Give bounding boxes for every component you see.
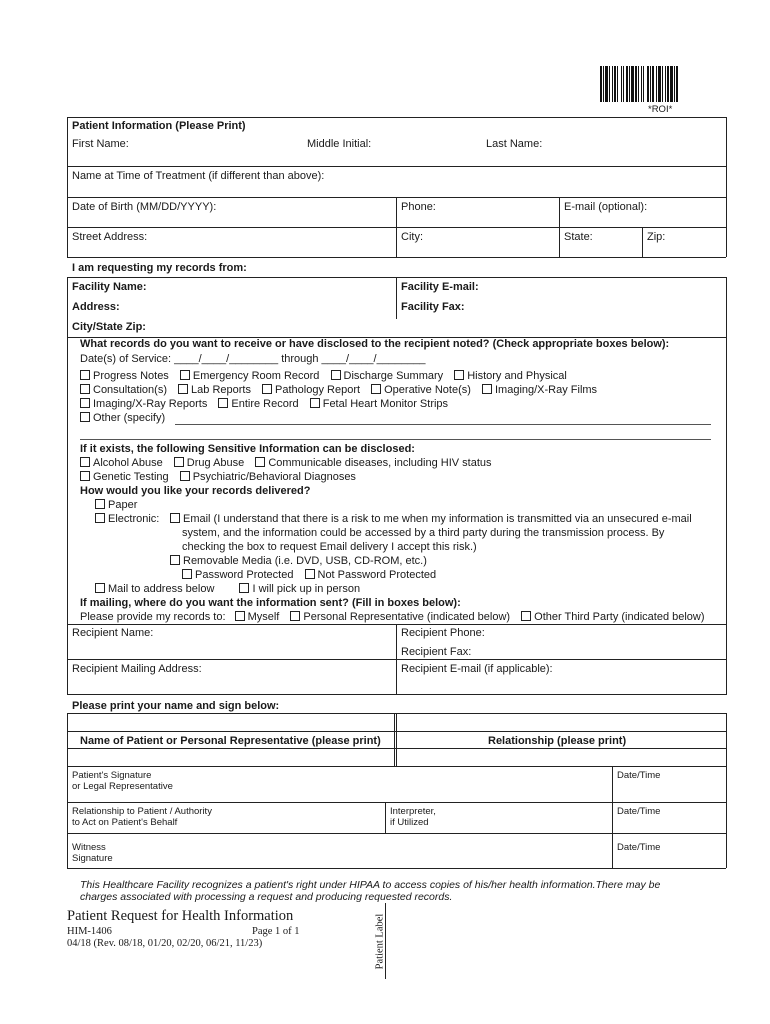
- password-protection-row: [182, 569, 444, 582]
- facility-fax-field[interactable]: Facility Fax:: [401, 301, 465, 313]
- communicable-diseases-option[interactable]: Communicable diseases, including HIV status: [255, 457, 491, 469]
- checkbox-icon[interactable]: [95, 513, 105, 523]
- email-disclaimer-2: system, and the information could be accessed by a third party during the transmission process. By: [182, 527, 665, 539]
- patient-info-title: Patient Information (Please Print): [72, 120, 246, 132]
- barcode-bar: [658, 66, 661, 102]
- electronic-option[interactable]: Electronic:: [95, 513, 159, 526]
- witness-datetime[interactable]: Date/Time: [617, 842, 661, 853]
- removable-media-option[interactable]: Removable Media (i.e. DVD, USB, CD-ROM, etc.): [170, 555, 427, 568]
- relationship-authority-label-1: Relationship to Patient / Authority: [72, 806, 212, 817]
- checkbox-icon[interactable]: [80, 412, 90, 422]
- checkbox-icon[interactable]: [95, 499, 105, 509]
- barcode-bar: [676, 66, 678, 102]
- facility-address-field[interactable]: Address:: [72, 301, 120, 313]
- barcode-bar: [674, 66, 675, 102]
- hipaa-notice-1: This Healthcare Facility recognizes a patient's right under HIPAA to access copies of his/her health information.There may be: [80, 879, 661, 891]
- recipient-fax-field[interactable]: Recipient Fax:: [401, 646, 472, 658]
- barcode-bar: [612, 66, 613, 102]
- discharge-summary-option[interactable]: Discharge Summary: [331, 370, 444, 382]
- state-field[interactable]: State:: [564, 231, 593, 243]
- page-number: Page 1 of 1: [252, 926, 300, 937]
- facility-title: I am requesting my records from:: [72, 262, 247, 274]
- recipient-phone-field[interactable]: Recipient Phone:: [401, 627, 485, 639]
- form-title: Patient Request for Health Information: [67, 908, 294, 924]
- checkbox-icon[interactable]: [454, 370, 464, 380]
- barcode: [600, 66, 726, 102]
- barcode-bar: [652, 66, 654, 102]
- paper-option[interactable]: Paper: [95, 499, 137, 512]
- records-row-2: [80, 384, 605, 397]
- barcode-bar: [638, 66, 639, 102]
- barcode-bar: [670, 66, 673, 102]
- patient-signature-label-1: Patient's Signature: [72, 770, 152, 781]
- other-specify-option[interactable]: Other (specify): [80, 412, 165, 425]
- checkbox-icon[interactable]: [482, 384, 492, 394]
- psychiatric-option[interactable]: Psychiatric/Behavioral Diagnoses: [180, 471, 356, 483]
- facility-city-state-zip-field[interactable]: City/State Zip:: [72, 321, 146, 333]
- records-question: What records do you want to receive or have disclosed to the recipient noted? (Check appropriate boxes below):: [80, 338, 670, 350]
- interpreter-datetime[interactable]: Date/Time: [617, 806, 661, 817]
- checkbox-icon[interactable]: [255, 457, 265, 467]
- checkbox-icon[interactable]: [305, 569, 315, 579]
- checkbox-icon[interactable]: [262, 384, 272, 394]
- interpreter-label-1: Interpreter,: [390, 806, 436, 817]
- patient-signature-label-2: or Legal Representative: [72, 781, 173, 792]
- patient-label-area: Patient Label: [374, 913, 386, 970]
- barcode-bar: [665, 66, 666, 102]
- email-delivery-option[interactable]: Email (I understand that there is a risk to me when my information is transmitted via an unsecured e-mail: [170, 513, 692, 526]
- checkbox-icon[interactable]: [371, 384, 381, 394]
- barcode-bar: [647, 66, 649, 102]
- checkbox-icon[interactable]: [80, 457, 90, 467]
- records-row-1: [80, 370, 575, 383]
- imaging-films-option[interactable]: Imaging/X-Ray Films: [482, 384, 597, 396]
- mailing-title: If mailing, where do you want the information sent? (Fill in boxes below):: [80, 597, 461, 609]
- checkbox-icon[interactable]: [170, 513, 180, 523]
- checkbox-icon[interactable]: [174, 457, 184, 467]
- checkbox-icon[interactable]: [80, 384, 90, 394]
- email-disclaimer-3: checking the box to request Email delivery I accept this risk.): [182, 541, 477, 553]
- city-field[interactable]: City:: [401, 231, 423, 243]
- facility-email-field[interactable]: Facility E-mail:: [401, 281, 479, 293]
- imaging-reports-option[interactable]: Imaging/X-Ray Reports: [80, 398, 207, 410]
- progress-notes-option[interactable]: Progress Notes: [80, 370, 169, 382]
- checkbox-icon[interactable]: [521, 611, 531, 621]
- email-field[interactable]: E-mail (optional):: [564, 201, 648, 213]
- checkbox-icon[interactable]: [95, 583, 105, 593]
- lab-reports-option[interactable]: Lab Reports: [178, 384, 251, 396]
- barcode-bar: [626, 66, 628, 102]
- checkbox-icon[interactable]: [180, 370, 190, 380]
- barcode-bar: [629, 66, 630, 102]
- hipaa-notice-2: charges associated with processing a request and producing requested records.: [80, 891, 453, 903]
- pickup-option[interactable]: I will pick up in person: [239, 583, 360, 595]
- barcode-bar: [631, 66, 634, 102]
- checkbox-icon[interactable]: [170, 555, 180, 565]
- history-physical-option[interactable]: History and Physical: [454, 370, 567, 382]
- barcode-bar: [617, 66, 618, 102]
- barcode-bar: [662, 66, 663, 102]
- checkbox-icon[interactable]: [182, 569, 192, 579]
- barcode-bar: [605, 66, 608, 102]
- mail-option-row: [95, 583, 368, 596]
- form-number: HIM-1406: [67, 926, 112, 937]
- facility-name-field[interactable]: Facility Name:: [72, 281, 147, 293]
- er-record-option[interactable]: Emergency Room Record: [180, 370, 320, 382]
- provide-records-row: [80, 611, 713, 624]
- first-name-field[interactable]: First Name:: [72, 138, 129, 150]
- barcode-bar: [603, 66, 604, 102]
- checkbox-icon[interactable]: [290, 611, 300, 621]
- myself-option[interactable]: Myself: [235, 611, 280, 623]
- checkbox-icon[interactable]: [218, 398, 228, 408]
- checkbox-icon[interactable]: [239, 583, 249, 593]
- last-name-field[interactable]: Last Name:: [486, 138, 543, 150]
- printed-name-label: Name of Patient or Personal Representative (please print): [80, 735, 381, 747]
- sensitive-row-2: [80, 471, 364, 484]
- pathology-report-option[interactable]: Pathology Report: [262, 384, 360, 396]
- barcode-bar: [614, 66, 616, 102]
- barcode-bar: [623, 66, 624, 102]
- patient-signature-datetime[interactable]: Date/Time: [617, 770, 661, 781]
- checkbox-icon[interactable]: [180, 471, 190, 481]
- checkbox-icon[interactable]: [80, 471, 90, 481]
- barcode-bar: [667, 66, 669, 102]
- street-address-field[interactable]: Street Address:: [72, 231, 148, 243]
- delivery-title: How would you like your records delivered?: [80, 485, 311, 497]
- witness-label-2: Signature: [72, 853, 113, 864]
- checkbox-icon[interactable]: [235, 611, 245, 621]
- recipient-email-field[interactable]: Recipient E-mail (if applicable):: [401, 663, 553, 675]
- password-protected-option[interactable]: Password Protected: [182, 569, 293, 581]
- genetic-testing-option[interactable]: Genetic Testing: [80, 471, 169, 483]
- checkbox-icon[interactable]: [178, 384, 188, 394]
- sensitive-row-1: [80, 457, 500, 470]
- zip-field[interactable]: Zip:: [647, 231, 666, 243]
- alcohol-abuse-option[interactable]: Alcohol Abuse: [80, 457, 163, 469]
- middle-initial-field[interactable]: Middle Initial:: [307, 138, 372, 150]
- witness-label-1: Witness: [72, 842, 106, 853]
- dob-field[interactable]: Date of Birth (MM/DD/YYYY):: [72, 201, 217, 213]
- barcode-bar: [600, 66, 602, 102]
- phone-field[interactable]: Phone:: [401, 201, 436, 213]
- personal-rep-option[interactable]: Personal Representative (indicated below): [290, 611, 510, 623]
- barcode-bar: [609, 66, 610, 102]
- entire-record-option[interactable]: Entire Record: [218, 398, 298, 410]
- checkbox-icon[interactable]: [80, 370, 90, 380]
- records-row-3: [80, 398, 456, 411]
- signature-title: Please print your name and sign below:: [72, 700, 280, 712]
- provide-records-label: Please provide my records to:: [80, 611, 226, 623]
- dates-of-service[interactable]: Date(s) of Service: ____/____/________ through ____/____/________: [80, 353, 426, 365]
- checkbox-icon[interactable]: [331, 370, 341, 380]
- barcode-bar: [621, 66, 622, 102]
- mail-to-address-option[interactable]: Mail to address below: [95, 583, 214, 595]
- not-password-protected-option[interactable]: Not Password Protected: [305, 569, 437, 581]
- consultation-option[interactable]: Consultation(s): [80, 384, 167, 396]
- recipient-name-field[interactable]: Recipient Name:: [72, 627, 154, 639]
- drug-abuse-option[interactable]: Drug Abuse: [174, 457, 244, 469]
- checkbox-icon[interactable]: [80, 398, 90, 408]
- other-third-party-option[interactable]: Other Third Party (indicated below): [521, 611, 704, 623]
- relationship-authority-label-2: to Act on Patient's Behalf: [72, 817, 178, 828]
- checkbox-icon[interactable]: [310, 398, 320, 408]
- barcode-bar: [656, 66, 657, 102]
- interpreter-label-2: if Utilized: [390, 817, 429, 828]
- recipient-mailing-address-field[interactable]: Recipient Mailing Address:: [72, 663, 202, 675]
- relationship-label: Relationship (please print): [488, 735, 627, 747]
- barcode-bar: [650, 66, 651, 102]
- barcode-bar: [643, 66, 644, 102]
- fetal-heart-option[interactable]: Fetal Heart Monitor Strips: [310, 398, 448, 410]
- name-at-treatment-field[interactable]: Name at Time of Treatment (if different than above):: [72, 170, 325, 182]
- barcode-bar: [635, 66, 637, 102]
- operative-notes-option[interactable]: Operative Note(s): [371, 384, 471, 396]
- form-revision: 04/18 (Rev. 08/18, 01/20, 02/20, 06/21, 11/23): [67, 938, 263, 949]
- sensitive-title: If it exists, the following Sensitive Information can be disclosed:: [80, 443, 415, 455]
- barcode-bar: [641, 66, 642, 102]
- barcode-label: *ROI*: [648, 104, 673, 115]
